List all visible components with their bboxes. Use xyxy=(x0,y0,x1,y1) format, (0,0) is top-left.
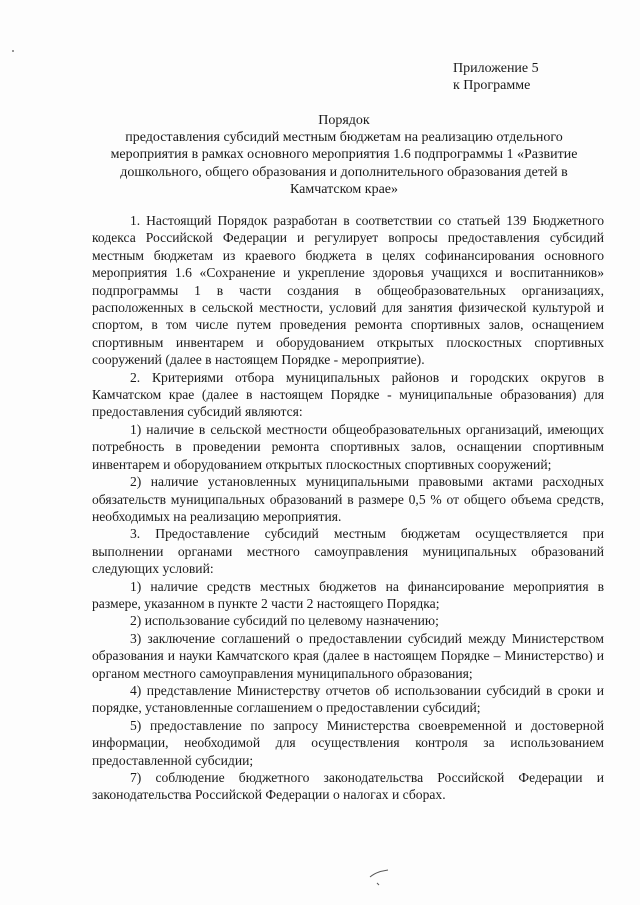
paragraph: 2) использование субсидий по целевому назначению; xyxy=(130,613,439,629)
handwritten-mark xyxy=(368,868,394,886)
paragraph: 1) наличие средств местных бюджетов на финансирование мероприятия в размере, указанном в пункте 2 части 2 настоящего Порядка; xyxy=(92,578,604,611)
paragraph: 2) наличие установленных муниципальными правовыми актами расходных обязательств муниципальных образований в размере 0,5 % от общего объема средств, необходимых на реализацию мероприятия. xyxy=(92,474,604,524)
document-title xyxy=(88,112,600,198)
appendix-line-2: к Программе xyxy=(453,78,531,93)
paragraph: 4) представление Министерству отчетов об использовании субсидий в сроки и порядке, установленные соглашением о предоставлении субсидий; xyxy=(92,682,604,716)
paragraph: 2. Критериями отбора муниципальных районов и городских округов в Камчатском крае (далее в настоящем Порядке - муниципальные образования) для предоставления субсидий являются: xyxy=(92,369,604,420)
paragraph: 1. Настоящий Порядок разработан в соответствии со статьей 139 Бюджетного кодекса Российской Федерации и регулирует вопросы предоставления субсидий местным бюджетам из краевого бюджета в целях софинансирования основного мероприятия 1.6 «Сохранение и укрепление здоровья учащихся и воспитанников» подпрограммы 1 в части создания в общеобразовательных организациях, расположенных в сельской местности, условий для занятия физической культурой и спортом, в том числе путем проведения ремонта спортивных залов, оснащением спортивным инвентарем и оборудованием открытых плоскостных спортивных сооружений (далее в настоящем Порядке - мероприятие). xyxy=(92,213,604,368)
paragraph: 1) наличие в сельской местности общеобразовательных организаций, имеющих потребность в проведении ремонта спортивных залов, оснащении спортивным инвентарем и оборудованием открытых плоскостных спортивных сооружений; xyxy=(92,421,604,472)
appendix-header xyxy=(453,60,539,94)
scan-dot xyxy=(12,50,14,52)
title-heading: Порядок xyxy=(318,113,370,128)
title-subtitle: предоставления субсидий местным бюджетам на реализацию отдельного мероприятия в рамках основного мероприятия 1.6 подпрограммы 1 «Развитие дошкольного, общего образования и дополнительного образования детей в Камчатском крае» xyxy=(110,130,578,197)
appendix-line-1: Приложение 5 xyxy=(453,61,539,76)
paragraph: 5) предоставление по запросу Министерства своевременной и достоверной информации, необходимой для осуществления контроля за использованием предоставленной субсидии; xyxy=(92,717,604,768)
paragraph: 3. Предоставление субсидий местным бюджетам осуществляется при выполнении органами местного самоуправления муниципальных образований следующих условий: xyxy=(92,526,604,577)
paragraph: 3) заключение соглашений о предоставлении субсидий между Министерством образования и науки Камчатского края (далее в настоящем Порядке – Министерство) и органом местного самоуправления муниципального образования; xyxy=(92,630,604,681)
document-body xyxy=(92,212,604,804)
paragraph: 7) соблюдение бюджетного законодательства Российской Федерации и законодательства Российской Федерации о налогах и сборах. xyxy=(92,770,604,803)
